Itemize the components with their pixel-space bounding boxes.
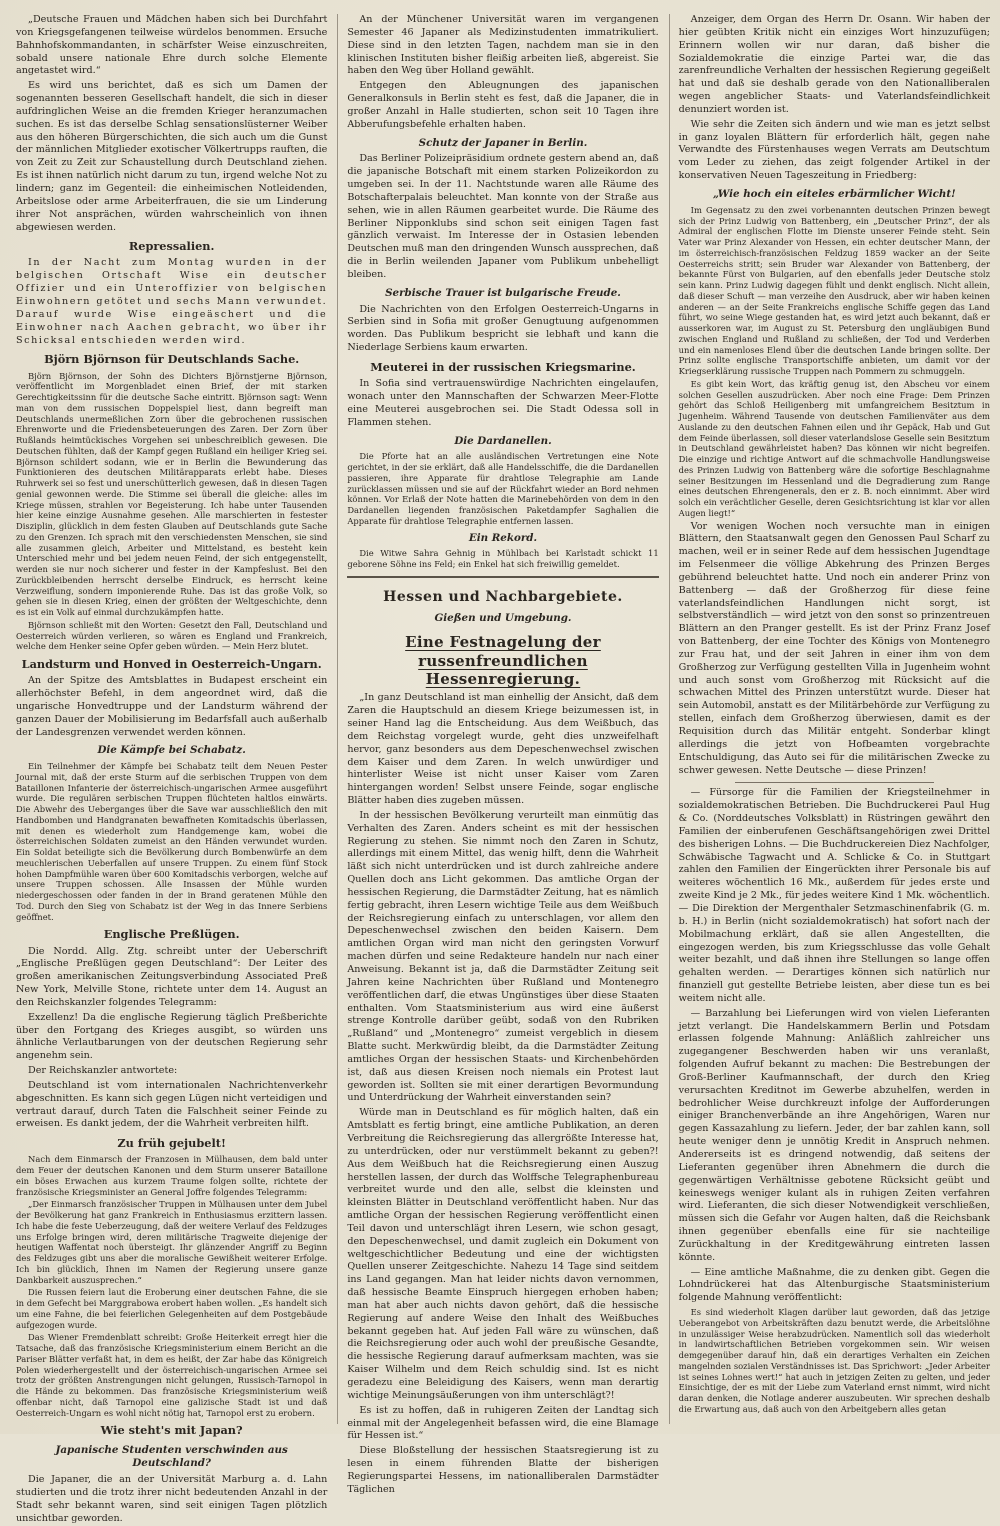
article-text: Es wird uns berichtet, daß es sich um Damen der sogenannten besseren Gesellschaft handelt, die sich in dieser aufdringlichen Weise an die fremden Krieger heranzumachen suchen. Es ist das derselbe Schlag sensationslüsterner Weiber aus den höheren Bürgerschichten, die sich auch um die Gunst der männlichen Mitglieder exotischer Völkertrupps rauften, die von Zeit zu Zeit zur Schaustellung durch Deutschland ziehen. Es ist ihnen natürlich nicht darum zu tun, irgend welche Not zu lindern; ganz im Gegenteil: die einheimischen Notleidenden, Arbeitslose oder arme Arbeiterfrauen, die sie um Linderung ihrer Not ansprächen, würden wahrscheinlich von ihnen abgewiesen werden. [16,80,328,233]
headline-bjoernson: Björn Björnson für Deutschlands Sache. [44,352,300,367]
headline-meuterei: Meuterei in der russischen Kriegsmarine. [370,360,636,374]
article-text: An der Münchener Universität waren im vergangenen Semester 46 Japaner als Medizinstudenten immatrikuliert. Diese sind in den letzten Tagen, nachdem man sie in den klinischen Instituten bisher fleißig arbeiten ließ, abgereist. Sie haben den Weg über Holland gewählt. [347,14,659,77]
headline-rekord: Ein Rekord. [468,531,538,544]
column-2 [337,14,659,1495]
article-text: „In ganz Deutschland ist man einhellig der Ansicht, daß dem Zaren die Hauptschuld an diesem Kriege beizumessen ist, in seiner Hand lag die Entscheidung. Aus dem Weißbuch, das dem Reichstag vorgelegt wurde, geht dies unzweifelhaft hervor, ganz besonders aus dem Depeschenwechsel zwischen dem Kaiser und dem Zaren. In welch unwürdiger und hinterlister Weise ist nicht unser Kaiser vom Zaren hintergangen worden! Selbst unsere Feinde, sogar englische Blätter haben dies zugeben müssen. [347,692,659,807]
column-1 [16,14,328,1524]
headline-landsturm: Landsturm und Honved in Oesterreich-Ungarn. [21,657,322,671]
article-text: Der Reichskanzler antwortete: [28,1065,178,1077]
headline-schutz-japaner: Schutz der Japaner in Berlin. [418,136,588,149]
article-text: — Eine amtliche Maßnahme, die zu denken gibt. Gegen die Lohndrückerei hat das Altenburgische Staatsministerium folgende Mahnung veröffentlicht: [678,1266,990,1304]
article-text: Björn Björnson, der Sohn des Dichters Björnstjerne Björnson, veröffentlicht im Morgenbladet einen Brief, der mit starken Gerechtigkeitssinn für die deutsche Sache eintritt. Björnson sagt: Wenn man von dem russischen Doppelspiel liest, dann begreift man Deutschlands unermeßlichen Zorn über die gebrochenen russischen Ehrenworte und die Friedensbeteuerungen des Zaren. Der Zorn über Rußlands heimtückisches Vorgehen sei unbeschreiblich gewesen. Die Deutschen fühlten, daß der Kampf gegen Rußland ein heiliger Krieg sei. Björnson schildert sodann, wie er in Berlin die Bewunderung das Funktionieren des deutschen Militärapparats erlebt habe. Dieses Ruhrwerk sei so fest und unerschütterlich gewesen, daß in diesen Tagen genial gewonnen werde. Die Stimme sei überall die gleiche: alles im Kriege müssen, strahlen vor Begeisterung. Ich habe unter Tausenden hier keine einzige Ausnahme gesehen. Alle marschierten in festester Disziplin, glücklich in dem festen Glauben auf Deutschlands gute Sache zu den Grenzen. Ich sprach mit den verschiedensten Menschen, sie sind alle zusammen gleich, Arbeiter und Mittelstand, es besteht kein Unterschied mehr und bei jedem neuen Feind, der sich entgegenstellt, werden sie nur noch sicherer und fester in der Kampfeslust. Bei den Zurückbleibenden herrscht derselbe Eindruck, es herrscht keine Verzweiflung, sondern imponierende Ruhe. Das ist das große Volk, so gehen sie in diesen Krieg, einen der größten der Weltgeschichte, denn es ist ein Volk auf einmal durchzukämpfen hatte. [16,370,328,617]
article-text: Die Nordd. Allg. Ztg. schreibt unter der Ueberschrift „Englische Preßlügen gegen Deutschland“: Der Leiter des großen amerikanischen Zeitungsverbindung Associated Preß New York, Melville Stone, richtete unter dem 14. August an den Reichskanzler folgendes Telegramm: [16,945,328,1008]
headline-japan: Wie steht's mit Japan? [100,1423,243,1438]
article-text: Die Witwe Sahra Gehnig in Mühlbach bei Karlstadt schickt 11 geborene Söhne ins Feld; ein Enkel hat sich freiwillig gemeldet. [347,548,659,570]
article-text: Die Pforte hat an alle ausländischen Vertretungen eine Note gerichtet, in der sie erklärt, daß alle Handelsschiffe, die die Dardanellen passieren, ihre Apparate für drahtlose Telegraphie am Lande zurücklassen müssen und sie auf der Rückfahrt wieder an Bord nehmen können. Vor Erlaß der Note hatten die Marinebehörden von dem in den Dardanellen liegenden französischen Paketdampfer Saghalien die Apparate für drahtlose Telegraphie entfernen lassen. [347,451,659,526]
article-text: Es ist zu hoffen, daß in ruhigeren Zeiten der Landtag sich einmal mit der Angelegenheit befassen wird, die eine Blamage für Hessen ist.“ [347,1404,659,1442]
article-text: Das Berliner Polizeipräsidium ordnete gestern abend an, daß die japanische Botschaft mit einem starken Polizeikordon zu umgeben sei. In der 11. Nachtstunde waren alle Räume des Botschafterpalais beleuchtet. Man konnte von der Straße aus sehen, wie in allen Räumen gearbeitet wurde. Die Räume des Berliner Nipponklubs sind schon seit einigen Tagen fast gänzlich verwaist. Im Interesse der in Ostasien lebenden Deutschen muß man den dringenden Wunsch aussprechen, daß die in Berlin weilenden Japaner vom Publikum unbehelligt bleiben. [347,153,659,280]
article-text: Die Nachrichten von den Erfolgen Oesterreich-Ungarns in Serbien sind in Sofia mit großer Genugtuung aufgenommen worden. Das Publikum bespricht sie lebhaft und kann die Niederlage Serbiens kaum erwarten. [347,303,659,354]
article-text: Wie sehr die Zeiten sich ändern und wie man es jetzt selbst in ganz loyalen Blättern für erforderlich hält, gegen nahe Verwandte des Fürstenhauses wegen Verrats am Deutschtum vom Leder zu ziehen, das zeigt folgender Artikel in der konservativen Neuen Tageszeitung in Friedberg: [678,118,990,182]
column-3 [669,14,990,1424]
article-text: Diese Bloßstellung der hessischen Staatsregierung ist zu lesen in einem führenden Blatte der bisherigen Regierungspartei Hessens, im nationalliberalen Darmstädter Täglichen [347,1445,659,1495]
article-text: Entgegen den Ableugnungen des japanischen Generalkonsuls in Berlin steht es fest, daß die Japaner, die in großer Anzahl in Halle studierten, schon seit 10 Tagen ihre Abberufungsbefehle erhalten haben. [347,80,659,130]
article-text: Ein Teilnehmer der Kämpfe bei Schabatz teilt dem Neuen Pester Journal mit, daß der erste Sturm auf die serbischen Truppen von dem Bataillonen Infanterie der österreichisch-ungarischen Armee ausgeführt wurde. Die regulären serbischen Truppen flüchteten haltlos einwärts. Die Abwehr des Ueberganges über die Save war ausschließlich den mit Handbomben und Handgranaten bewaffneten Komitadschis überlassen, mit denen es wiederholt zum Handgemenge kam, wobei die österreichischen Soldaten zumeist an den Händen verwundet wurden. Ein Soldat beteiligte sich die Bevölkerung durch Bombenwürfe an dem meuchlerischen Ueberfallen auf unsere Truppen. Zu einem fünf Stock hohen Dampfmühle waren über 600 Komitadschis verborgen, welche auf unsere Truppen schossen. Alle Insassen der Mühle wurden niedergeschossen oder fanden in der in Brand geratenen Mühle den Tod. Durch den Sieg von Schabatz ist der Weg in das Innere Serbiens geöffnet. [16,761,328,922]
section-title-hessen: Hessen und Nachbargebiete. [383,588,623,605]
subheadline-japan: Japanische Studenten verschwinden aus Deutschland? [55,1443,288,1470]
article-text: In Sofia sind vertrauenswürdige Nachrichten eingelaufen, wonach unter den Mannschaften der Schwarzen Meer-Flotte eine Meuterei ausgebrochen sei. Die Stadt Odessa soll in Flammen stehen. [347,378,659,428]
headline-dardanellen: Die Dardanellen. [454,434,552,447]
section-divider [735,782,934,783]
article-text: Die Russen feiern laut die Eroberung einer deutschen Fahne, die sie in dem Gefecht bei Marggrabowa erobert haben wollen. „Es handelt sich um eine Fahne, die bei feierlichen Gelegenheiten auf dem Postgebäude aufgezogen wurde. [16,1287,328,1330]
article-text: In der Nacht zum Montag wurden in der belgischen Ortschaft Wise ein deutscher Offizier und ein Unteroffizier von belgischen Einwohnern getötet und sechs Mann verwundet. Darauf wurde Wise eingeäschert und die Einwohner nach Aachen gebracht, wo über ihr Schicksal entschieden werden wird. [16,257,328,346]
article-text: Anzeiger, dem Organ des Herrn Dr. Osann. Wir haben der hier geübten Kritik nicht ein einziges Wort hinzuzufügen; Erinnern wollen wir nur daran, daß bisher die Sozialdemokratie die einzige Partei war, die das zarenfreundliche Verhalten der hessischen Regierung gegeißelt hat und daß sie deshalb gerade von den Nationalliberalen wegen angeblicher Staats- und Vaterlandsfeindlichkeit denunziert worden ist. [678,14,990,115]
headline-repressalien: Repressalien. [128,239,215,254]
article-text: Das Wiener Fremdenblatt schreibt: Große Heiterkeit erregt hier die Tatsache, daß das französische Kriegsministerium einem Bericht an die Pariser Blätter verfaßt hat, in dem es heißt, der Zar habe das Königreich Polen wiederhergestellt und der österreichisch-ungarischen Armee sei trotz der größten Anstrengungen nicht gelungen, Russisch-Tarnopol in die Hände zu bekommen. Das französische Kriegsministerium weiß offenbar nicht, daß Tarnopol eine galizische Stadt ist und daß Oesterreich-Ungarn es wohl nicht nötig hat, Tarnopol erst zu erobern. [16,1332,328,1418]
article-text: „Der Einmarsch französischer Truppen in Mülhausen unter dem Jubel der Bevölkerung hat ganz Frankreich in Enthusiasmus erzittern lassen. Ich habe die feste Ueberzeugung, daß der weitere Verlauf des Feldzuges uns Erfolge bringen wird, deren militärische Tragweite diejenige der heutigen Waffentat noch übersteigt. Ihr glänzender Angriff zu Beginn des Feldzuges gibt uns aber die moralische Gewißheit weiterer Erfolge. Ich bin glücklich, Ihnen im Namen der Regierung unsere ganze Dankbarkeit auszusprechen.“ [16,1199,328,1285]
headline-festnagelung: Eine Festnagelung der russenfreundlichen Hessenregierung. [405,633,601,688]
article-text: Es sind wiederholt Klagen darüber laut geworden, daß das jetzige Ueberangebot von Arbeitskräften dazu benutzt werde, die Arbeitslöhne in unzulässiger Weise herabzudrücken. Namentlich soll das wiederholt in landwirtschaftlichen Betrieben vorgekommen sein. Wir weisen demgegenüber darauf hin, daß ein derartiges Verhalten ein Zeichen mangelnden sozialen Verständnisses ist. Das Sprichwort: „Jeder Arbeiter ist seines Lohnes wert!“ hat auch in jetzigen Zeiten zu gelten, und jeder Einsichtige, der es mit der Liebe zum Vaterland ernst nimmt, wird nicht daran denken, die Notlage anderer auszubeuten. Wir sprechen deshalb die Erwartung aus, daß auch von den Arbeitgebern alles getan [678,1307,990,1414]
section-subtitle-giessen: Gießen und Umgebung. [434,611,572,624]
article-text: „Deutsche Frauen und Mädchen haben sich bei Durchfahrt von Kriegsgefangenen teilweise würdelos benommen. Ersuche Bahnhofskommandanten, in schärfster Weise einzuschreiten, sobald unsere nationale Ehre durch solche Elemente angetastet wird.“ [16,14,328,77]
article-text: In der hessischen Bevölkerung verurteilt man einmütig das Verhalten des Zaren. Anders scheint es mit der hessischen Regierung zu stehen. Sie nimmt noch den Zaren in Schutz, allerdings mit einem Mittel, das wenig hilft, denn die Wahrheit läßt sich nicht unterdrücken und ist durch zahlreiche andere Quellen doch ans Licht gekommen. Das amtliche Organ der hessischen Regierung, die Darmstädter Zeitung, hat es nämlich fertig gebracht, ihren Lesern wichtige Teile aus dem Weißbuch der Reichsregierung einfach zu unterschlagen, vor allem den Depeschenwechsel zwischen den beiden Kaisern. Dem amtlichen Organ wird man nicht den geringsten Vorwurf machen dürfen und seine Redakteure handeln nur nach einer Anweisung. Bekannt ist ja, daß die Darmstädter Zeitung seit Jahren keine Nachrichten über Rußland und Montenegro veröffentlichen darf, die etwas Ungünstiges über diese Staaten enthalten. Vom Staatsministerium aus wird eine äußerst strenge Kontrolle darüber geübt, sodaß von den Rubriken „Rußland“ und „Montenegro“ zumeist vergeblich in diesem Blatte sucht. Merkwürdig bleibt, da die Darmstädter Zeitung amtliches Organ der hessischen Staats- und Kirchenbehörden ist, daß aus diesen Kreisen noch niemals ein Protest laut geworden ist. Sollten sie mit einer derartigen Bevormundung und Unterdrückung der Wahrheit einverstanden sein? [347,809,659,1104]
article-text: Exzellenz! Da die englische Regierung täglich Preßberichte über den Fortgang des Krieges ausgibt, so würden uns ähnliche Verlautbarungen von der deutschen Regierung sehr angenehm sein. [16,1011,328,1062]
article-text: — Fürsorge für die Familien der Kriegsteilnehmer in sozialdemokratischen Betrieben. Die Buchdruckerei Paul Hug & Co. (Norddeutsches Volksblatt) in Rüstringen gewährt den Familien der einberufenen Geschäftsangehörigen zwei Drittel des bisherigen Lohns. — Die Buchdruckereien Diez Nachfolger, Schwäbische Tagwacht und A. Schlicke & Co. in Stuttgart zahlen den Familien der Eingerückten ihrer Personale bis auf weiteres wöchentlich 16 Mk., außerdem für jedes erste und zweite Kind je 2 Mk., für jedes weitere Kind 1 Mk. wöchentlich. — Die Direktion der Mergenthaler Setzmaschinenfabrik (G. m. b. H.) in Berlin (nicht sozialdemokratisch) hat sofort nach der Mobilmachung erklärt, daß sie allen Angestellten, die eingezogen werden, bis zum Kriegsschlusse das volle Gehalt weiter bezahlt, und daß ihnen ihre Stellungen so lange offen gehalten werden. — Derartiges können sich natürlich nur finanziell gut gestellte Betriebe leisten, aber diese tun es bei weitem nicht alle. [678,787,990,1004]
headline-pressluegen: Englische Preßlügen. [103,927,240,942]
article-text: Es gibt kein Wort, das kräftig genug ist, den Abscheu vor einem solchen Gesellen auszudrücken. Aber noch eine Frage: Dem Prinzen gehört das Schloß Heiligenberg mit umfangreichem Besitztum in Jugenheim. Während Tausende von deutschen Familienväter aus dem Auslande zu den deutschen Fahnen eilen und ihr Gepäck, Hab und Gut dem Feinde überlassen, soll dieser vaterlandslose Geselle sein Besitztum in Deutschland gewährleistet haben? Das können wir nicht begreifen. Die einzige und richtige Antwort auf die schmachvolle Handlungsweise des Prinzen Ludwig von Battenberg wäre die sofortige Beschlagnahme seiner Besitzungen im Hessenland und die Degradierung zum Range eines deutschen Ehrengenerals, den er z. B. noch einnimmt. Aber wird solch ein verächtlicher Geselle, deren Gesichtsrichtung ist klar vor allen Augen liegt!“ [678,378,990,518]
article-text: Nach dem Einmarsch der Franzosen in Mülhausen, dem bald unter dem Feuer der deutschen Kanonen und dem Sturm unserer Bataillone ein böses Erwachen aus kurzem Traume folgen sollte, richtete der französische Kriegsminister an General Joffre folgendes Telegramm: [16,1154,328,1197]
article-text: — Barzahlung bei Lieferungen wird von vielen Lieferanten jetzt verlangt. Die Handelskammern Berlin und Potsdam erlassen folgende Mahnung: Anläßlich zahlreicher uns zugegangener Beschwerden haben wir uns veranlaßt, folgenden Aufruf bekannt zu machen: Die Bestrebungen der Groß-Berliner Kaufmannschaft, der durch den Krieg verursachten Kreditnot im Gewerbe abzuhelfen, werden in bedrohlicher Weise durchkreuzt infolge der Aufforderungen einiger Branchenverbände an ihre Angehörigen, Waren nur gegen Kassazahlung zu liefern. Jeder, der bar zahlen kann, soll heute weniger denn je unnötig Kredit in Anspruch nehmen. Andererseits ist es dringend notwendig, daß seitens der Lieferanten gegenüber ihren Abnehmern die durch die gegenwärtigen Verhältnisse gebotene Rücksicht geübt und keineswegs weniger kulant als in ruhigen Zeiten verfahren wird. Lieferanten, die sich dieser Notwendigkeit verschließen, müssen sich die Gefahr vor Augen halten, daß die Reichsbank ihnen gegenüber ebenfalls eine für sie nachteilige Zurückhaltung in der Kreditgewährung eintreten lassen könnte. [678,1007,990,1263]
article-text: Vor wenigen Wochen noch versuchte man in einigen Blättern, den Staatsanwalt gegen den Genossen Paul Scharf zu machen, weil er in seiner Rede auf dem hessischen Jugendtage im Felsenmeer die völlige Abkehrung des Prinzen Berges gebührend beleuchtet hatte. Und noch ein anderer Prinz von Battenberg — daß der Großherzog für diese feine vaterlandsfeindlichen Handlungen nicht sorgt, ist selbstverständlich — wird jetzt von den sonst so prinzentreuen Blättern an den Pranger gestellt. Es ist der Prinz Franz Josef von Battenberg, der eine Tochter des Königs von Montenegro zur Frau hat, und der seit Jahren in einer ihm von dem Großherzog zur Verfügung gestellten Villa in Jugenheim wohnt und auch sonst vom Großherzog mit Rücksicht auf die schwachen Mittel des Prinzen unterstützt wurde. Dieser hat sein Automobil, anstatt es der Militärbehörde zur Verfügung zu stellen, einfach dem Großherzog überwiesen, damit es der Requisition durch das Militär entgeht. Sonderbar klingt allerdings die jetzt von Hofbeamten vorgebrachte Entschuldigung, das Auto sei für die militärischen Zwecke zu schwer gewesen. Nette Deutsche — diese Prinzen! [678,520,990,776]
article-text: An der Spitze des Amtsblattes in Budapest erscheint ein allerhöchster Befehl, in dem angeordnet wird, daß die ungarische Honvedtruppe und der Landsturm während der ganzen Dauer der Mobilisierung im Bedarfsfall auch außerhalb der Landesgrenzen verwendet werden können. [16,675,328,738]
article-text: Deutschland ist vom internationalen Nachrichtenverkehr abgeschnitten. Es kann sich gegen Lügen nicht verteidigen und vertraut darauf, durch Taten die Falschheit seiner Feinde zu erweisen. Es dankt jedem, der die Wahrheit verbreiten hilft. [16,1079,328,1130]
article-text: Björnson schließt mit den Worten: Gesetzt den Fall, Deutschland und Oesterreich würden verlieren, so wären es England und Frankreich, welche dem Henker seine Opfer geben würden. — Mein Herz blutet. [16,619,328,652]
article-text: Würde man in Deutschland es für möglich halten, daß ein Amtsblatt es fertig bringt, eine amtliche Publikation, an deren Verbreitung die Reichsregierung das allergrößte Interesse hat, zu unterdrücken, oder nur verstümmelt bekannt zu geben?! Aus dem Weißbuch hat die Reichsregierung einen Auszug herstellen lassen, der durch das Wolffsche Telegraphenbureau verbreitet wurde und den alle, selbst die kleinsten und kleinsten Blätter in Deutschland veröffentlicht haben. Nur das amtliche Organ der hessischen Regierung veröffentlicht einen Teil davon und unterschlägt ihren Lesern, wie schon gesagt, den Depeschenwechsel, und damit zugleich ein Dokument von weltgeschichtlicher Bedeutung und eine der wichtigsten Quellen unserer Zeitgeschichte. Nahezu 14 Tage sind seitdem ins Land gegangen. Man hat leider nichts davon vernommen, daß hessische Beamte Einspruch hiergegen erhoben haben; man hat aber auch nichts davon gehört, daß die hessische Regierung auf andere Weise den Inhalt des Weißbuches bekannt gegeben hat. Auf jeden Fall wäre zu wünschen, daß die Reichsregierung oder auch wohl der preußische Gesandte, die hessische Regierung darauf aufmerksam machten, was sie Kaiser Wilhelm und dem Reich schuldig sind. Ist es nicht geradezu eine Beleidigung des Kaisers, wenn man derartig wichtige Meinungsäußerungen von ihm unterschlägt?! [347,1107,659,1401]
headline-wicht: „Wie hoch ein eiteles erbärmlicher Wicht! [712,187,956,200]
headline-serbische-trauer: Serbische Trauer ist bulgarische Freude. [385,286,621,299]
headline-zu-frueh: Zu früh gejubelt! [117,1136,226,1151]
headline-schabatz: Die Kämpfe bei Schabatz. [97,744,246,757]
article-text: Die Japaner, die an der Universität Marburg a. d. Lahn studierten und die trotz ihrer nicht bedeutenden Anzahl in der Stadt sehr bekannt waren, sind seit einigen Tagen plötzlich unsichtbar geworden. [16,1474,328,1524]
section-divider [347,576,658,578]
article-text: Im Gegensatz zu den zwei vorbenannten deutschen Prinzen bewegt sich der Prinz Ludwig von Battenberg, ein „Deutscher Prinz“, der als Admiral der englischen Flotte im Dienste unserer Feinde steht. Sein Vater war Prinz Alexander von Hessen, ein echter deutscher Mann, der im österreichisch-französischen Feldzug 1859 wacker an der Seite Oesterreichs stritt; sein Bruder war Alexander von Battenberg, der bekannte Fürst von Bulgarien, auf den ebenfalls jeder Deutsche stolz sein kann. Prinz Ludwig dagegen fühlt und denkt englisch. Nicht allein, daß dieser Schuft — man verzeihe den Ausdruck, aber wir haben keinen anderen — an der Seite Frankreichs englische Schiffe gegen das Land führt, wo seine Wiege gestanden hat, es wird jetzt auch bekannt, daß er ausserkoren war, im August zu St. Petersburg den ungläubigen Bund zwischen England und Rußland zu schließen, der Tod und Verderben und ein namenloses Elend über die deutschen Lande bringen sollte. Der Prinz sollte englische Transportschiffe anbieten, um damit vor der Kriegserklärung russische Truppen nach Pommern zu schmuggeln. [678,204,990,377]
